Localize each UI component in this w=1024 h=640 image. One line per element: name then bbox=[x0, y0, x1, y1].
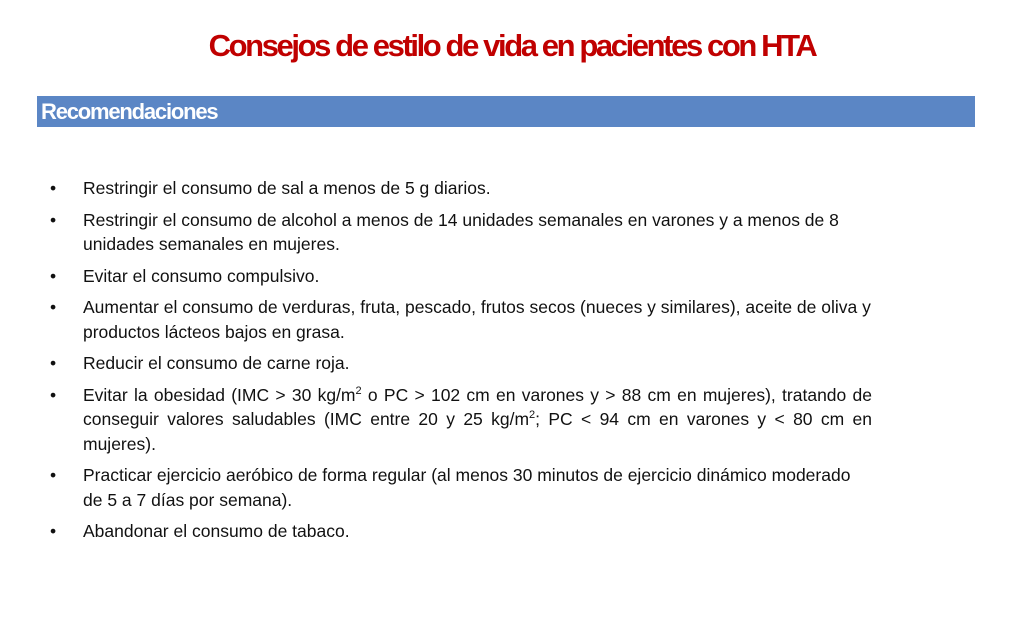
list-item-tobacco bbox=[50, 519, 872, 544]
list-item-binge bbox=[50, 264, 872, 289]
list-item-diet bbox=[50, 295, 872, 344]
list-item-text: Restringir el consumo de alcohol a menos de 14 unidades semanales en varones y a menos de 8 unidades semanales en mujeres. bbox=[83, 209, 839, 254]
bullet-icon: • bbox=[50, 178, 57, 198]
list-item-obesity bbox=[50, 383, 872, 457]
bullet-icon: • bbox=[50, 353, 57, 373]
list-item-alcohol bbox=[50, 208, 872, 257]
list-item-text: Practicar ejercicio aeróbico de forma regular (al menos 30 minutos de ejercicio dinámico moderado de 5 a 7 días por semana). bbox=[83, 465, 851, 510]
list-item-text-part3: ; PC < 94 cm en varones y < 80 cm en mujeres). bbox=[83, 409, 872, 454]
list-item-text: Aumentar el consumo de verduras, fruta, pescado, frutos secos (nueces y similares), aceite de oliva y productos lácteos bajos en grasa. bbox=[83, 297, 871, 342]
bullet-icon: • bbox=[50, 209, 57, 230]
bullet-icon: • bbox=[50, 521, 57, 541]
superscript-2: 2 bbox=[529, 409, 536, 422]
list-item-text: Abandonar el consumo de tabaco. bbox=[83, 521, 350, 541]
recommendations-list bbox=[50, 176, 872, 551]
list-item-text: Reducir el consumo de carne roja. bbox=[83, 353, 350, 373]
superscript-2: 2 bbox=[355, 384, 362, 397]
list-item-red-meat bbox=[50, 351, 872, 376]
list-item-text: Restringir el consumo de sal a menos de 5 g diarios. bbox=[83, 178, 491, 198]
section-header-label: Recomendaciones bbox=[41, 99, 218, 124]
list-item-text-part1: Evitar la obesidad (IMC > 30 kg/m bbox=[83, 384, 356, 405]
bullet-icon: • bbox=[50, 465, 57, 485]
list-item-exercise bbox=[50, 463, 872, 512]
list-item-text-part2: o PC > 102 cm en varones y > 88 cm en mujeres), tratando de conseguir valores saludables (IMC entre 20 y 25 kg/m bbox=[83, 384, 872, 429]
list-item-text: Evitar el consumo compulsivo. bbox=[83, 265, 320, 286]
bullet-icon: • bbox=[50, 265, 57, 286]
slide-title: Consejos de estilo de vida en pacientes con HTA bbox=[208, 28, 816, 63]
bullet-icon: • bbox=[50, 384, 57, 405]
list-item-salt bbox=[50, 176, 872, 201]
section-header-bar bbox=[37, 96, 975, 127]
bullet-icon: • bbox=[50, 297, 57, 317]
